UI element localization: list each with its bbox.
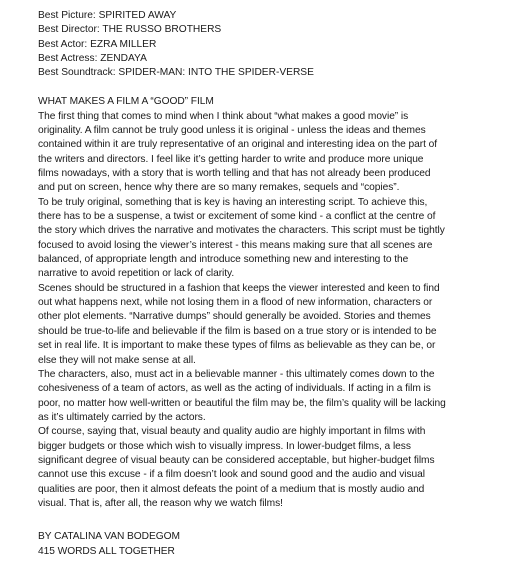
byline: BY CATALINA VAN BODEGOM bbox=[38, 531, 180, 543]
spacer bbox=[38, 511, 506, 530]
essay-line: The characters, also, must act in a believable manner - this ultimately comes down to the bbox=[38, 368, 435, 380]
award-best-director: Best Director: THE RUSSO BROTHERS bbox=[38, 24, 222, 36]
essay-line: bigger budgets or those which wish to visually impress. In lower-budget films, a less bbox=[38, 440, 411, 452]
essay-line: films nowadays, with a story that is worth telling and that has not already been produced bbox=[38, 168, 431, 180]
essay-line: narrative to avoid repetition or lack of clarity. bbox=[38, 268, 235, 280]
essay-line: else they will not make sense at all. bbox=[38, 354, 196, 366]
essay-line: The first thing that comes to mind when I think about “what makes a good movie” is bbox=[38, 110, 409, 122]
spacer bbox=[38, 81, 506, 96]
essay-line: qualities are poor, then it almost defeats the point of a medium that is mostly audio and bbox=[38, 483, 425, 495]
award-best-actress: Best Actress: ZENDAYA bbox=[38, 53, 147, 65]
award-best-soundtrack: Best Soundtrack: SPIDER-MAN: INTO THE SPIDER-VERSE bbox=[38, 67, 314, 79]
essay-line: contained within it are truly representative of an original and interesting idea on the part of bbox=[38, 139, 438, 151]
awards-list bbox=[38, 9, 506, 81]
essay-line: balanced, of appropriate length and introduce something new and interesting to the bbox=[38, 254, 409, 266]
essay-line: cohesiveness of a team of actors, as well as the acting of individuals. If acting in a film is bbox=[38, 383, 431, 395]
essay-line: and put on screen, hence why there are so many remakes, sequels and “copies”. bbox=[38, 182, 400, 194]
essay-line: set in real life. It is important to make these types of films as believable as they can be, or bbox=[38, 340, 436, 352]
essay-line: Scenes should be structured in a fashion that keeps the viewer interested and keen to find bbox=[38, 282, 440, 294]
essay-line: To be truly original, something that is key is having an interesting script. To achieve this, bbox=[38, 196, 428, 208]
essay-line: as it’s ultimately carried by the actors. bbox=[38, 411, 206, 423]
essay-line: other plot elements. “Narrative dumps” should generally be avoided. Stories and themes bbox=[38, 311, 431, 323]
award-best-actor: Best Actor: EZRA MILLER bbox=[38, 38, 157, 50]
essay-heading: WHAT MAKES A FILM A “GOOD” FILM bbox=[38, 96, 214, 108]
essay bbox=[38, 95, 506, 511]
essay-body bbox=[38, 110, 506, 512]
essay-line: should be true-to-life and believable if the film is based on a true story or is intended to be bbox=[38, 325, 437, 337]
word-count: 415 WORDS ALL TOGETHER bbox=[38, 545, 175, 557]
essay-line: visual. That is, after all, the reason why we watch films! bbox=[38, 497, 283, 509]
essay-line: significant degree of visual beauty can be considered acceptable, but higher-budget films bbox=[38, 454, 435, 466]
essay-line: cannot use this excuse - if a film doesn’t look and sound good and the audio and visual bbox=[38, 469, 425, 481]
essay-line: Of course, saying that, visual beauty and quality audio are highly important in films with bbox=[38, 426, 426, 438]
essay-line: poor, no matter how well-written or beautiful the film may be, the film’s quality will be lacking bbox=[38, 397, 446, 409]
award-best-picture: Best Picture: SPIRITED AWAY bbox=[38, 10, 177, 21]
essay-footer bbox=[38, 530, 506, 559]
essay-line: there has to be a suspense, a twist or excitement of some kind - a conflict at the centre of bbox=[38, 211, 436, 223]
essay-line: the writers and directors. I feel like it’s getting harder to write and produce more unique bbox=[38, 153, 424, 165]
document-page bbox=[38, 9, 506, 559]
essay-line: the story which drives the narrative and motivates the characters. This script must be tightly bbox=[38, 225, 445, 237]
essay-line: out what happens next, while not losing them in a flood of new information, characters or bbox=[38, 297, 433, 309]
essay-line: originality. A film cannot be truly good unless it is original - unless the ideas and themes bbox=[38, 125, 426, 136]
essay-line: focused to avoid losing the viewer’s interest - this means making sure that all scenes are bbox=[38, 239, 433, 251]
